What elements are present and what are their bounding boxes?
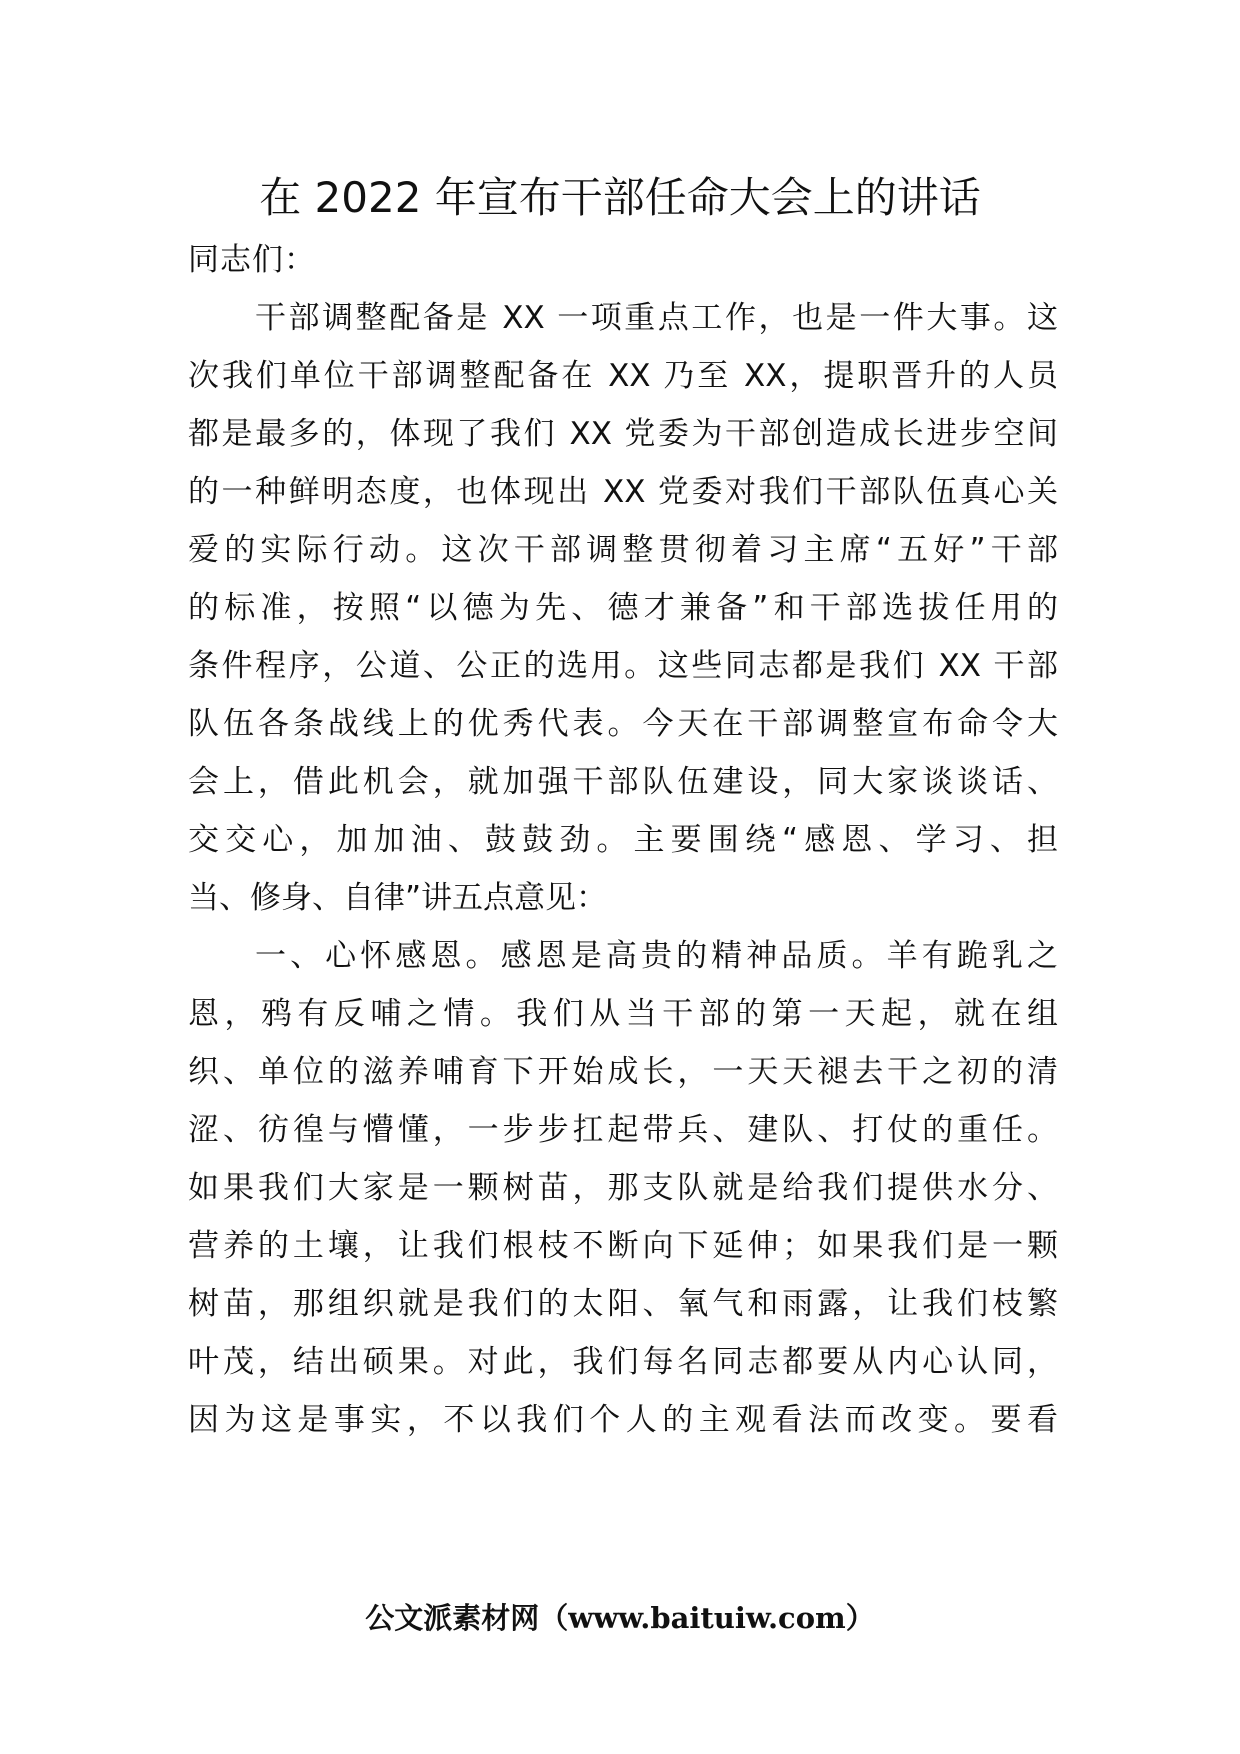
paragraph-line: 涩、彷徨与懵懂，一步步扛起带兵、建队、打仗的重任。 — [188, 1112, 1058, 1148]
paragraph-line: 干部调整配备是 XX 一项重点工作，也是一件大事。这 — [255, 300, 1058, 336]
paragraph-line: 因为这是事实，不以我们个人的主观看法而改变。要看 — [188, 1402, 1058, 1438]
greeting: 同志们： — [188, 242, 316, 278]
paragraph-line: 交交心，加加油、鼓鼓劲。主要围绕“感恩、学习、担 — [188, 822, 1058, 858]
paragraph-line: 如果我们大家是一颗树苗，那支队就是给我们提供水分、 — [188, 1170, 1058, 1206]
paragraph-line: 会上，借此机会，就加强干部队伍建设，同大家谈谈话、 — [188, 764, 1058, 800]
paragraph-line: 叶茂，结出硕果。对此，我们每名同志都要从内心认同， — [188, 1344, 1058, 1380]
paragraph-line: 的标准，按照“以德为先、德才兼备”和干部选拔任用的 — [188, 590, 1058, 626]
footer-source: 公文派素材网（www.baituiw.com） — [365, 1601, 875, 1635]
paragraph-line: 营养的土壤，让我们根枝不断向下延伸；如果我们是一颗 — [188, 1228, 1058, 1264]
paragraph-line: 都是最多的，体现了我们 XX 党委为干部创造成长进步空间 — [188, 416, 1058, 452]
paragraph-line: 恩，鸦有反哺之情。我们从当干部的第一天起，就在组 — [188, 996, 1058, 1032]
paragraph-line: 一、心怀感恩。感恩是高贵的精神品质。羊有跪乳之 — [255, 938, 1058, 974]
paragraph-line: 织、单位的滋养哺育下开始成长，一天天褪去干之初的清 — [188, 1054, 1058, 1090]
paragraph-line: 次我们单位干部调整配备在 XX 乃至 XX，提职晋升的人员 — [188, 358, 1058, 394]
paragraph-line: 树苗，那组织就是我们的太阳、氧气和雨露，让我们枝繁 — [188, 1286, 1058, 1322]
document-title: 在 2022 年宣布干部任命大会上的讲话 — [259, 173, 981, 222]
paragraph-line: 条件程序，公道、公正的选用。这些同志都是我们 XX 干部 — [188, 648, 1058, 684]
paragraph-line: 当、修身、自律”讲五点意见： — [188, 880, 608, 916]
paragraph-line: 队伍各条战线上的优秀代表。今天在干部调整宣布命令大 — [188, 706, 1058, 742]
paragraph-line: 爱的实际行动。这次干部调整贯彻着习主席“五好”干部 — [188, 532, 1058, 568]
paragraph-line: 的一种鲜明态度，也体现出 XX 党委对我们干部队伍真心关 — [188, 474, 1058, 510]
